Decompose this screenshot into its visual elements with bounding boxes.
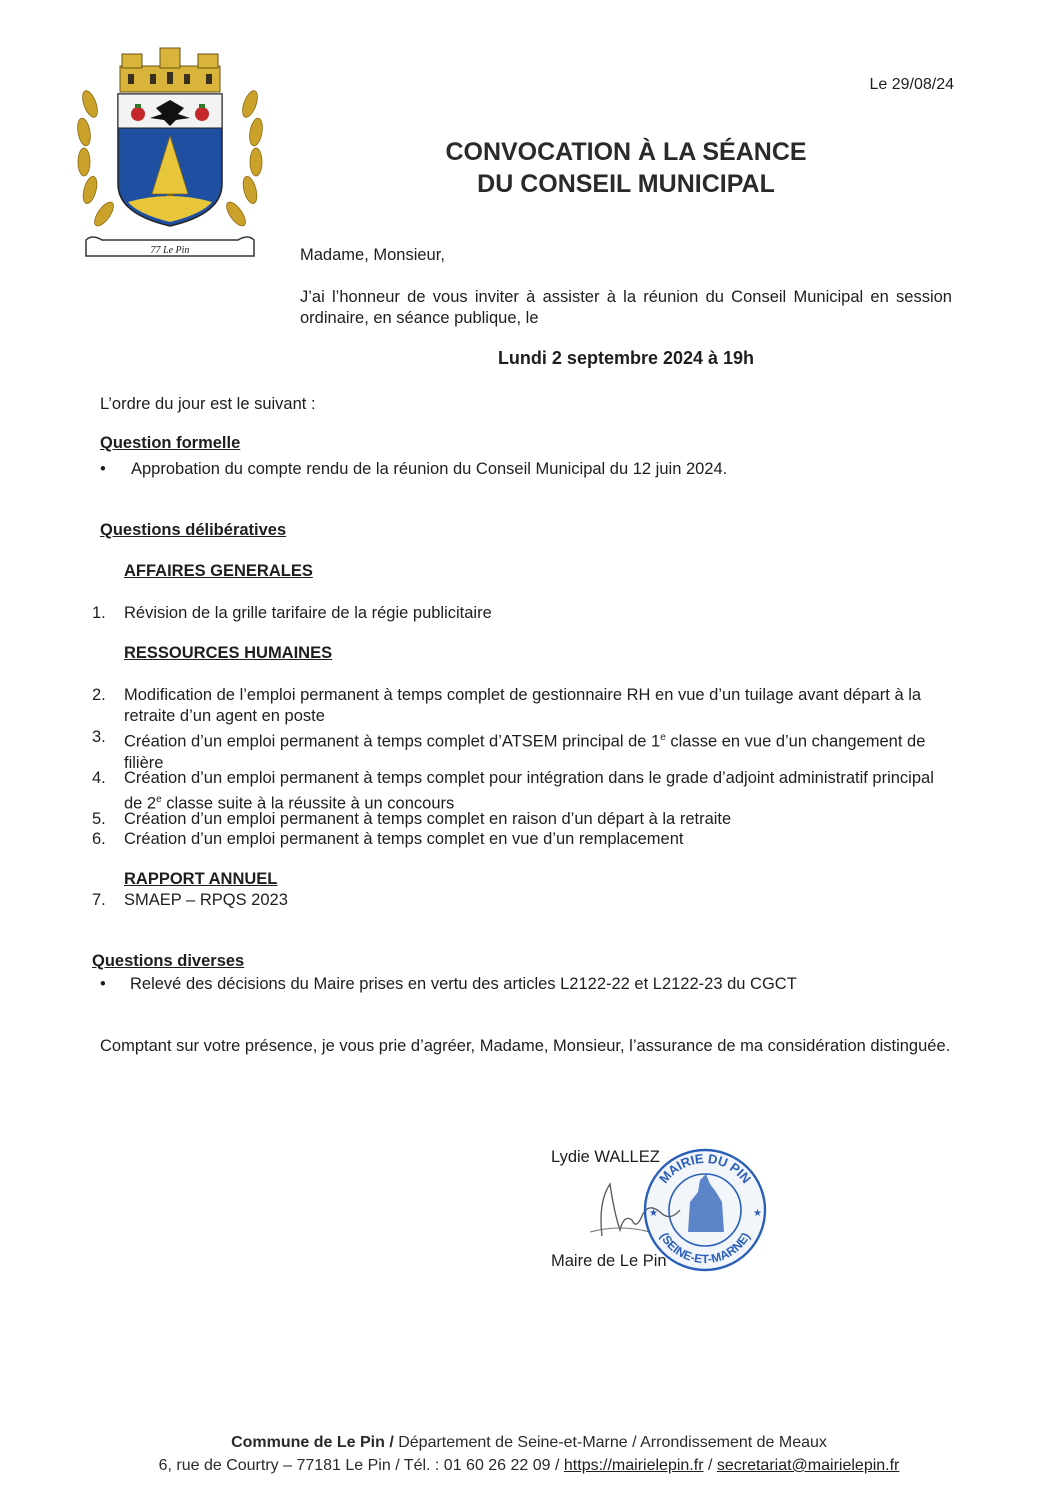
website-link[interactable]: https://mairielepin.fr — [563, 1457, 704, 1474]
bullet-icon: • — [100, 460, 106, 478]
title-line-2: DU CONSEIL MUNICIPAL — [477, 170, 775, 198]
footer-address: 6, rue de Courtry – 77181 Le Pin / Tél. : 01 60 26 22 09 / — [158, 1457, 564, 1474]
email-link[interactable]: secretariat@mairielepin.fr — [716, 1457, 900, 1474]
section-human-resources: RESSOURCES HUMAINES — [124, 644, 333, 662]
item-number: 1. — [92, 604, 106, 622]
svg-text:★: ★ — [753, 1208, 762, 1219]
title-line-1: CONVOCATION À LA SÉANCE — [445, 138, 807, 166]
item-text: Création d’un emploi permanent à temps complet d’ATSEM principal de 1e classe en vue d’un changement de filière — [124, 732, 926, 772]
item-number: 6. — [92, 830, 106, 848]
stamp-top-text: MAIRIE DU PIN — [656, 1150, 754, 1187]
footer-department: Département de Seine-et-Marne / Arrondissement de Meaux — [393, 1434, 827, 1451]
meeting-date: Lundi 2 septembre 2024 à 19h — [497, 348, 755, 368]
formal-item-text: Approbation du compte rendu de la réunion du Conseil Municipal du 12 juin 2024. — [131, 460, 728, 478]
misc-item-text: Relevé des décisions du Maire prises en vertu des articles L2122-22 et L2122-23 du CGCT — [130, 975, 797, 993]
item-number: 2. — [92, 686, 106, 704]
svg-text:★: ★ — [649, 1208, 658, 1219]
section-general-affairs: AFFAIRES GENERALES — [124, 562, 313, 580]
footer-line-1 — [0, 1430, 1058, 1455]
item-text: Modification de l’emploi permanent à temps complet de gestionnaire RH en vue d’un tuilage avant départ à la retraite d’un agent en poste — [124, 686, 922, 725]
item-number: 5. — [92, 810, 106, 828]
closing-paragraph: Comptant sur votre présence, je vous prie d’agréer, Madame, Monsieur, l’assurance de ma considération distinguée. — [100, 1037, 951, 1055]
item-text: SMAEP – RPQS 2023 — [124, 891, 288, 909]
stamp-bottom-text: (SEINE-ET-MARNE) — [657, 1230, 753, 1267]
item-number: 3. — [92, 728, 106, 746]
heading-formal-question: Question formelle — [100, 434, 241, 452]
crest-motto: 77 Le Pin — [150, 245, 190, 256]
section-annual-report: RAPPORT ANNUEL — [124, 870, 278, 888]
footer-commune: Commune de Le Pin / — [231, 1434, 394, 1451]
letter-date: Le 29/08/24 — [869, 76, 954, 93]
footer-separator: / — [703, 1457, 717, 1474]
salutation: Madame, Monsieur, — [300, 246, 445, 264]
bullet-icon: • — [100, 975, 106, 993]
heading-misc-questions: Questions diverses — [92, 952, 245, 970]
page-title — [300, 136, 952, 200]
heading-deliberative-questions: Questions délibératives — [100, 521, 287, 539]
item-number: 7. — [92, 891, 106, 909]
item-text: Création d’un emploi permanent à temps complet en vue d’un remplacement — [124, 830, 684, 848]
item-text: Création d’un emploi permanent à temps complet en raison d’un départ à la retraite — [124, 810, 732, 828]
signer-name: Lydie WALLEZ — [551, 1148, 660, 1166]
item-text: Création d’un emploi permanent à temps complet pour intégration dans le grade d’adjoint administratif principal de 2e classe suite à la réussite à un concours — [124, 769, 934, 813]
footer-line-2 — [0, 1453, 1058, 1478]
coat-of-arms-logo — [72, 44, 268, 266]
item-number: 4. — [92, 769, 106, 787]
signer-title: Maire de Le Pin — [551, 1252, 667, 1270]
item-text: Révision de la grille tarifaire de la régie publicitaire — [124, 604, 492, 622]
intro-paragraph: J’ai l’honneur de vous inviter à assister à la réunion du Conseil Municipal en session ordinaire, en séance publique, le — [300, 288, 952, 327]
official-stamp — [640, 1140, 770, 1280]
agenda-intro: L’ordre du jour est le suivant : — [100, 395, 316, 413]
